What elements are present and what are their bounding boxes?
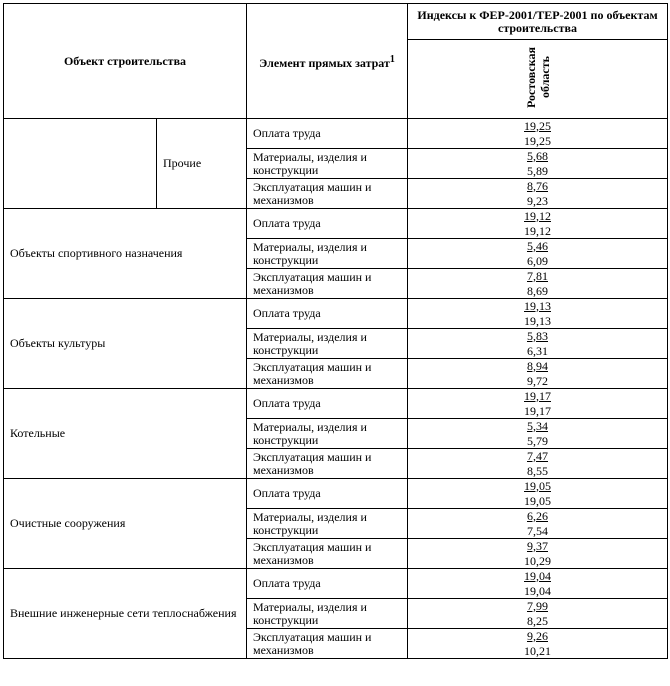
index-value-bottom: 5,79 <box>527 433 548 448</box>
cost-element-cell: Эксплуатация машин и механизмов <box>247 539 408 569</box>
table-row <box>4 479 668 509</box>
object-name-cell: Внешние инженерные сети теплоснабжения <box>4 569 247 659</box>
object-name-cell: Объекты культуры <box>4 299 247 389</box>
cost-element-cell: Оплата труда <box>247 209 408 239</box>
index-value-cell <box>408 509 668 539</box>
header-indices: Индексы к ФЕР-2001/ТЕР-2001 по объектам строительства <box>408 4 668 40</box>
index-value-bottom: 19,17 <box>524 403 551 418</box>
index-value-bottom: 8,25 <box>527 613 548 628</box>
index-value-bottom: 10,21 <box>524 643 551 658</box>
index-value-cell <box>408 479 668 509</box>
index-value-top: 7,99 <box>527 598 548 613</box>
cost-element-cell: Оплата труда <box>247 299 408 329</box>
index-value-bottom: 19,13 <box>524 313 551 328</box>
index-value-cell <box>408 269 668 299</box>
table-row <box>4 299 668 329</box>
object-name-cell: Очистные сооружения <box>4 479 247 569</box>
cost-element-cell: Оплата труда <box>247 479 408 509</box>
index-value-cell <box>408 419 668 449</box>
indices-table <box>3 3 668 659</box>
index-value-cell <box>408 359 668 389</box>
index-value-bottom: 5,89 <box>527 163 548 178</box>
cost-element-cell: Эксплуатация машин и механизмов <box>247 449 408 479</box>
cost-element-cell: Оплата труда <box>247 119 408 149</box>
index-value-bottom: 19,05 <box>524 493 551 508</box>
cost-element-cell: Эксплуатация машин и механизмов <box>247 629 408 659</box>
cost-element-cell: Эксплуатация машин и механизмов <box>247 179 408 209</box>
index-value-bottom: 8,69 <box>527 283 548 298</box>
index-value-cell <box>408 539 668 569</box>
index-value-cell <box>408 389 668 419</box>
cost-element-cell: Материалы, изделия и конструкции <box>247 599 408 629</box>
index-value-cell <box>408 239 668 269</box>
index-value-top: 8,94 <box>527 358 548 373</box>
index-value-bottom: 19,04 <box>524 583 551 598</box>
index-value-top: 7,47 <box>527 448 548 463</box>
table-body <box>4 119 668 659</box>
index-value-top: 5,46 <box>527 238 548 253</box>
index-value-bottom: 6,31 <box>527 343 548 358</box>
cost-element-cell: Эксплуатация машин и механизмов <box>247 269 408 299</box>
table-row <box>4 119 668 149</box>
index-value-bottom: 7,54 <box>527 523 548 538</box>
index-value-top: 19,17 <box>524 388 551 403</box>
header-region-cell <box>408 40 668 119</box>
cost-element-cell: Эксплуатация машин и механизмов <box>247 359 408 389</box>
index-value-bottom: 8,55 <box>527 463 548 478</box>
cost-element-cell: Оплата труда <box>247 569 408 599</box>
index-value-cell <box>408 569 668 599</box>
table-row <box>4 389 668 419</box>
index-value-cell <box>408 599 668 629</box>
index-value-top: 9,26 <box>527 628 548 643</box>
index-value-top: 19,12 <box>524 208 551 223</box>
object-name-cell: Объекты спортивного назначения <box>4 209 247 299</box>
cost-element-cell: Материалы, изделия и конструкции <box>247 509 408 539</box>
index-value-top: 8,76 <box>527 178 548 193</box>
header-element-footnote: 1 <box>389 53 395 65</box>
index-value-bottom: 19,25 <box>524 133 551 148</box>
index-value-top: 7,81 <box>527 268 548 283</box>
index-value-cell <box>408 329 668 359</box>
cost-element-cell: Материалы, изделия и конструкции <box>247 419 408 449</box>
object-name-cell <box>4 119 157 209</box>
object-name-cell: Котельные <box>4 389 247 479</box>
index-value-cell <box>408 209 668 239</box>
index-value-cell <box>408 119 668 149</box>
index-value-cell <box>408 179 668 209</box>
index-value-bottom: 19,12 <box>524 223 551 238</box>
table-row <box>4 209 668 239</box>
index-value-cell <box>408 449 668 479</box>
object-subtype-cell: Прочие <box>157 119 247 209</box>
index-value-top: 6,26 <box>527 508 548 523</box>
header-element: Элемент прямых затрат$^1$ <box>247 4 408 119</box>
index-value-top: 5,83 <box>527 328 548 343</box>
index-value-bottom: 9,72 <box>527 373 548 388</box>
index-value-cell <box>408 629 668 659</box>
index-value-top: 5,34 <box>527 418 548 433</box>
cost-element-cell: Оплата труда <box>247 389 408 419</box>
index-value-cell <box>408 299 668 329</box>
header-region: Ростовская область <box>523 47 552 108</box>
index-value-bottom: 6,09 <box>527 253 548 268</box>
index-value-bottom: 10,29 <box>524 553 551 568</box>
index-value-bottom: 9,23 <box>527 193 548 208</box>
index-value-top: 19,04 <box>524 568 551 583</box>
table-row <box>4 569 668 599</box>
index-value-top: 9,37 <box>527 538 548 553</box>
cost-element-cell: Материалы, изделия и конструкции <box>247 329 408 359</box>
cost-element-cell: Материалы, изделия и конструкции <box>247 149 408 179</box>
index-value-cell <box>408 149 668 179</box>
index-value-top: 19,13 <box>524 298 551 313</box>
cost-element-cell: Материалы, изделия и конструкции <box>247 239 408 269</box>
index-value-top: 19,25 <box>524 118 551 133</box>
index-value-top: 19,05 <box>524 478 551 493</box>
header-object: Объект строительства <box>4 4 247 119</box>
index-value-top: 5,68 <box>527 148 548 163</box>
